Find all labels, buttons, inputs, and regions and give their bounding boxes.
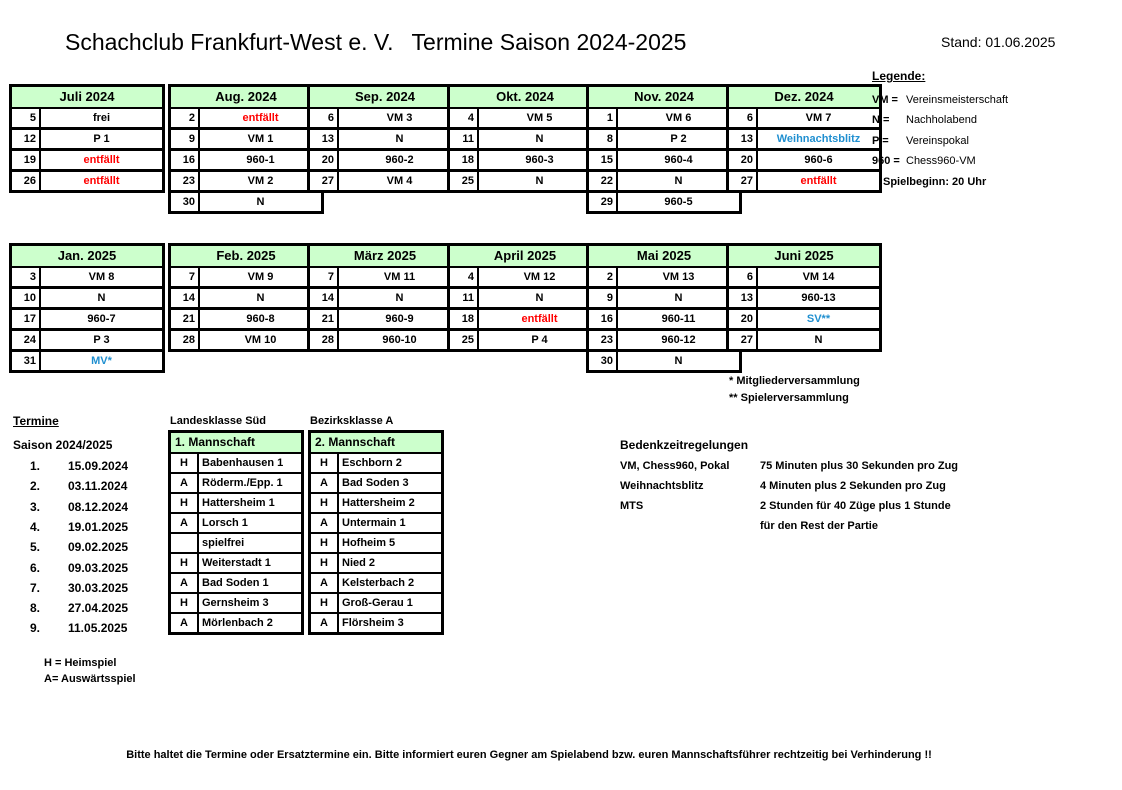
opponent: Weiterstadt 1: [202, 557, 271, 569]
home-away: H: [171, 554, 199, 572]
event-label: VM 4: [386, 175, 413, 187]
event-label: 960-1: [246, 154, 275, 166]
event-row: [729, 310, 879, 331]
event-day: 16: [171, 151, 200, 169]
termin-date: 09.02.2025: [68, 540, 129, 555]
match-row: [171, 514, 301, 534]
event-row: [171, 151, 321, 172]
team1-league: Landesklasse Süd: [170, 415, 266, 427]
month-table: [726, 243, 882, 352]
termin-row: [30, 618, 140, 638]
match-row: [311, 534, 441, 554]
event-row: [729, 151, 879, 172]
termin-row: [30, 517, 140, 537]
termin-number: 2.: [30, 479, 41, 494]
opponent: Hofheim 5: [342, 537, 396, 549]
event-day: 6: [310, 109, 339, 127]
home-away: H: [171, 454, 199, 472]
event-row: [450, 151, 600, 172]
termin-number: 5.: [30, 540, 41, 555]
event-row: [450, 289, 600, 310]
termine-title: Termine: [13, 414, 59, 428]
event-row: [589, 130, 739, 151]
match-row: [171, 494, 301, 514]
team2-league: Bezirksklasse A: [310, 415, 394, 427]
termin-row: [30, 598, 140, 618]
event-label: 960-7: [87, 313, 116, 325]
termin-date: 08.12.2024: [68, 499, 129, 514]
month-header: Jan. 2025: [12, 246, 162, 268]
event-label: N: [814, 334, 823, 346]
event-day: 11: [450, 130, 479, 148]
stand-date: Stand: 01.06.2025: [941, 34, 1056, 50]
event-label: 960-2: [385, 154, 414, 166]
event-row: [12, 109, 162, 130]
termin-date: 30.03.2025: [68, 580, 129, 595]
event-label: VM 1: [247, 133, 274, 145]
event-day: 4: [450, 109, 479, 127]
event-label: VM 11: [383, 271, 416, 283]
match-row: [311, 574, 441, 594]
event-label: 960-10: [382, 334, 417, 346]
legend-item: VM = Vereinsmeisterschaft: [872, 94, 1009, 106]
event-day: 19: [12, 151, 41, 169]
home-away: H: [171, 594, 199, 612]
event-day: 18: [450, 151, 479, 169]
month-header: Mai 2025: [589, 246, 739, 268]
event-row: [450, 331, 600, 349]
event-row: [310, 268, 460, 289]
event-row: [729, 331, 879, 349]
event-day: 6: [729, 109, 758, 127]
match-row: [311, 454, 441, 474]
event-label: VM 10: [244, 334, 277, 346]
opponent: Röderm./Epp. 1: [202, 477, 283, 489]
legend-item: N = Nachholabend: [872, 114, 977, 126]
month-table: [586, 243, 742, 373]
event-day: 17: [12, 310, 41, 328]
month-header: Juli 2024: [12, 87, 162, 109]
event-row: [450, 268, 600, 289]
event-day: 4: [450, 268, 479, 286]
event-label: entfällt: [242, 112, 279, 124]
event-label: frei: [92, 112, 111, 124]
home-away: A: [171, 514, 199, 532]
month-table: [168, 84, 324, 214]
event-label: Weihnachtsblitz: [776, 133, 861, 145]
event-row: [729, 268, 879, 289]
event-day: 3: [12, 268, 41, 286]
event-day: 1: [589, 109, 618, 127]
key-away: A= Auswärtsspiel: [44, 673, 136, 685]
event-row: [589, 109, 739, 130]
event-day: 21: [171, 310, 200, 328]
match-row: [171, 574, 301, 594]
event-label: N: [674, 175, 683, 187]
event-label: P 3: [93, 334, 110, 346]
event-row: [589, 268, 739, 289]
month-table: [307, 243, 463, 352]
event-row: [310, 310, 460, 331]
bedenkzeit-rule: für den Rest der Partie: [760, 520, 878, 532]
event-row: [450, 172, 600, 190]
month-table: [9, 243, 165, 373]
termine-season: Saison 2024/2025: [13, 438, 113, 452]
opponent: Untermain 1: [342, 517, 406, 529]
event-label: P 4: [531, 334, 548, 346]
event-label: N: [535, 175, 544, 187]
event-day: 21: [310, 310, 339, 328]
match-row: [311, 474, 441, 494]
termin-row: [30, 537, 140, 557]
event-row: [171, 130, 321, 151]
month-table: [447, 243, 603, 352]
bedenkzeit-rule: 4 Minuten plus 2 Sekunden pro Zug: [760, 480, 946, 492]
event-label: entfällt: [800, 175, 837, 187]
event-row: [171, 109, 321, 130]
event-row: [310, 151, 460, 172]
event-day: 28: [171, 331, 200, 349]
termin-number: 1.: [30, 459, 41, 473]
month-header: Dez. 2024: [729, 87, 879, 109]
event-day: 14: [310, 289, 339, 307]
event-row: [12, 151, 162, 172]
event-row: [589, 310, 739, 331]
event-day: 25: [450, 331, 479, 349]
bedenkzeit-rule: 75 Minuten plus 30 Sekunden pro Zug: [760, 460, 959, 472]
event-row: [171, 268, 321, 289]
event-label: SV**: [806, 313, 831, 325]
month-header: April 2025: [450, 246, 600, 268]
event-label: VM 12: [523, 271, 556, 283]
legend-title: Legende:: [872, 69, 926, 83]
event-day: 30: [171, 193, 200, 211]
event-row: [589, 331, 739, 352]
opponent: Flörsheim 3: [342, 617, 404, 629]
opponent: Hattersheim 2: [342, 497, 415, 509]
event-day: 28: [310, 331, 339, 349]
event-label: 960-3: [525, 154, 554, 166]
event-label: 960-13: [801, 292, 836, 304]
team2-table: [308, 430, 444, 635]
event-row: [171, 310, 321, 331]
match-row: [171, 474, 301, 494]
home-away: A: [311, 574, 339, 592]
event-day: 29: [589, 193, 618, 211]
home-away: H: [311, 554, 339, 572]
match-row: [311, 594, 441, 614]
event-row: [450, 109, 600, 130]
termin-number: 7.: [30, 580, 41, 595]
event-day: 23: [171, 172, 200, 190]
event-label: VM 9: [247, 271, 274, 283]
event-label: MV*: [91, 355, 112, 367]
legend-item: 960 = Chess960-VM: [872, 155, 976, 167]
event-label: 960-12: [661, 334, 696, 346]
event-day: 11: [450, 289, 479, 307]
event-label: N: [535, 133, 544, 145]
event-day: 27: [729, 331, 758, 349]
event-label: N: [674, 355, 683, 367]
termin-date: 11.05.2025: [68, 621, 128, 636]
event-row: [12, 331, 162, 352]
match-row: [171, 614, 301, 632]
month-header: Okt. 2024: [450, 87, 600, 109]
match-row: [171, 454, 301, 474]
event-day: 13: [310, 130, 339, 148]
event-day: 7: [171, 268, 200, 286]
termin-number: 4.: [30, 519, 41, 534]
event-day: 6: [729, 268, 758, 286]
event-label: VM 3: [386, 112, 413, 124]
event-day: 15: [589, 151, 618, 169]
event-day: 25: [450, 172, 479, 190]
termin-date: 27.04.2025: [68, 601, 129, 616]
team1-table: [168, 430, 304, 635]
event-row: [310, 289, 460, 310]
event-row: [589, 172, 739, 193]
opponent: Eschborn 2: [342, 457, 402, 469]
team-header: 2. Mannschaft: [311, 433, 441, 454]
home-away: A: [171, 574, 199, 592]
key-home: H = Heimspiel: [44, 657, 117, 669]
home-away: A: [171, 614, 199, 632]
month-table: [168, 243, 324, 352]
opponent: Hattersheim 1: [202, 497, 275, 509]
event-day: 14: [171, 289, 200, 307]
event-row: [12, 310, 162, 331]
bedenkzeit-title: Bedenkzeitregelungen: [620, 438, 749, 452]
match-row: [311, 554, 441, 574]
event-day: 13: [729, 130, 758, 148]
club-name: Schachclub Frankfurt-West e. V.: [65, 29, 394, 55]
month-table: [726, 84, 882, 193]
event-row: [589, 289, 739, 310]
event-label: P 1: [93, 133, 110, 145]
event-day: 20: [729, 310, 758, 328]
event-day: 20: [729, 151, 758, 169]
opponent: Bad Soden 3: [342, 477, 409, 489]
event-row: [310, 130, 460, 151]
month-header: Juni 2025: [729, 246, 879, 268]
note-mv: * Mitgliederversammlung: [729, 375, 860, 387]
event-row: [171, 172, 321, 193]
event-row: [729, 289, 879, 310]
bedenkzeit-mode: MTS: [620, 500, 644, 512]
event-label: VM 14: [802, 271, 835, 283]
event-day: 24: [12, 331, 41, 349]
termin-number: 9.: [30, 621, 41, 636]
event-day: 12: [12, 130, 41, 148]
home-away: H: [311, 534, 339, 552]
event-day: 27: [310, 172, 339, 190]
termin-date: 09.03.2025: [68, 560, 129, 575]
season-title: Termine Saison 2024-2025: [411, 29, 687, 55]
termin-date: 03.11.2024: [68, 479, 128, 494]
match-row: [171, 594, 301, 614]
month-table: [447, 84, 603, 193]
event-day: 2: [171, 109, 200, 127]
event-row: [729, 130, 879, 151]
termin-date: 15.09.2024: [68, 459, 129, 473]
event-row: [589, 352, 739, 370]
event-row: [12, 130, 162, 151]
home-away: H: [311, 594, 339, 612]
event-day: 18: [450, 310, 479, 328]
event-day: 23: [589, 331, 618, 349]
event-day: 8: [589, 130, 618, 148]
event-row: [171, 331, 321, 349]
event-day: 9: [589, 289, 618, 307]
home-away: [171, 534, 199, 552]
event-row: [12, 352, 162, 370]
month-header: März 2025: [310, 246, 460, 268]
team-header: 1. Mannschaft: [171, 433, 301, 454]
event-row: [729, 109, 879, 130]
bedenkzeit-mode: Weihnachtsblitz: [620, 480, 704, 492]
event-label: 960-5: [664, 196, 693, 208]
event-label: entfällt: [83, 154, 120, 166]
opponent: Kelsterbach 2: [342, 577, 415, 589]
termin-number: 3.: [30, 499, 41, 514]
game-start-note: Spielbeginn: 20 Uhr: [883, 176, 987, 188]
event-day: 30: [589, 352, 618, 370]
legend-item: P = Vereinspokal: [872, 135, 969, 147]
match-row: [311, 514, 441, 534]
event-day: 22: [589, 172, 618, 190]
event-day: 16: [589, 310, 618, 328]
event-label: VM 5: [526, 112, 553, 124]
event-row: [729, 172, 879, 190]
event-label: P 2: [670, 133, 687, 145]
event-row: [171, 193, 321, 211]
termin-number: 6.: [30, 560, 41, 575]
opponent: Mörlenbach 2: [202, 617, 273, 629]
event-label: 960-4: [664, 154, 693, 166]
home-away: A: [311, 514, 339, 532]
match-row: [171, 534, 301, 554]
event-label: entfällt: [83, 175, 120, 187]
event-label: VM 8: [88, 271, 115, 283]
event-row: [12, 289, 162, 310]
event-label: VM 13: [662, 271, 695, 283]
home-away: A: [171, 474, 199, 492]
event-row: [310, 109, 460, 130]
month-table: [586, 84, 742, 214]
month-table: [307, 84, 463, 193]
event-day: 13: [729, 289, 758, 307]
home-away: H: [311, 494, 339, 512]
bedenkzeit-rule: 2 Stunden für 40 Züge plus 1 Stunde: [760, 500, 951, 512]
opponent: Nied 2: [342, 557, 376, 569]
event-label: VM 7: [805, 112, 832, 124]
event-day: 20: [310, 151, 339, 169]
month-header: Feb. 2025: [171, 246, 321, 268]
bedenkzeit-mode: VM, Chess960, Pokal: [620, 460, 730, 472]
event-row: [589, 193, 739, 211]
termin-number: 8.: [30, 601, 41, 616]
page-title: [65, 29, 686, 56]
event-day: 7: [310, 268, 339, 286]
termin-row: [30, 476, 140, 496]
month-table: [9, 84, 165, 193]
event-day: 5: [12, 109, 41, 127]
event-row: [450, 130, 600, 151]
event-label: 960-9: [385, 313, 414, 325]
event-day: 10: [12, 289, 41, 307]
note-sv: ** Spielerversammlung: [729, 392, 849, 404]
event-day: 9: [171, 130, 200, 148]
footer-note: Bitte haltet die Termine oder Ersatztermine ein. Bitte informiert euren Gegner am Spielabend bzw. euren Mannschaftsführer rechtzeitig bei Verhinderung !!: [126, 749, 932, 761]
termin-row: [30, 558, 140, 578]
event-label: N: [674, 292, 683, 304]
event-label: N: [256, 292, 265, 304]
event-row: [12, 268, 162, 289]
event-day: 2: [589, 268, 618, 286]
opponent: spielfrei: [202, 537, 245, 549]
event-label: entfällt: [521, 313, 558, 325]
event-label: 960-8: [246, 313, 275, 325]
match-row: [171, 554, 301, 574]
event-label: N: [97, 292, 106, 304]
opponent: Gernsheim 3: [202, 597, 269, 609]
match-row: [311, 614, 441, 632]
match-row: [311, 494, 441, 514]
event-label: 960-11: [661, 313, 696, 325]
opponent: Babenhausen 1: [202, 457, 284, 469]
event-row: [450, 310, 600, 331]
event-row: [310, 172, 460, 190]
opponent: Lorsch 1: [202, 517, 248, 529]
termin-row: [30, 456, 140, 476]
event-row: [310, 331, 460, 349]
event-label: N: [535, 292, 544, 304]
event-label: VM 6: [665, 112, 692, 124]
event-day: 26: [12, 172, 41, 190]
event-label: N: [395, 292, 404, 304]
home-away: H: [311, 454, 339, 472]
opponent: Groß-Gerau 1: [342, 597, 413, 609]
home-away: A: [311, 614, 339, 632]
event-label: N: [395, 133, 404, 145]
event-day: 27: [729, 172, 758, 190]
opponent: Bad Soden 1: [202, 577, 269, 589]
event-day: 31: [12, 352, 41, 370]
event-label: 960-6: [804, 154, 833, 166]
month-header: Nov. 2024: [589, 87, 739, 109]
event-label: N: [256, 196, 265, 208]
event-row: [12, 172, 162, 190]
home-away: A: [311, 474, 339, 492]
event-label: VM 2: [247, 175, 274, 187]
event-row: [589, 151, 739, 172]
termin-row: [30, 497, 140, 517]
home-away: H: [171, 494, 199, 512]
month-header: Sep. 2024: [310, 87, 460, 109]
month-header: Aug. 2024: [171, 87, 321, 109]
termin-row: [30, 578, 140, 598]
termin-date: 19.01.2025: [68, 519, 129, 534]
event-row: [171, 289, 321, 310]
